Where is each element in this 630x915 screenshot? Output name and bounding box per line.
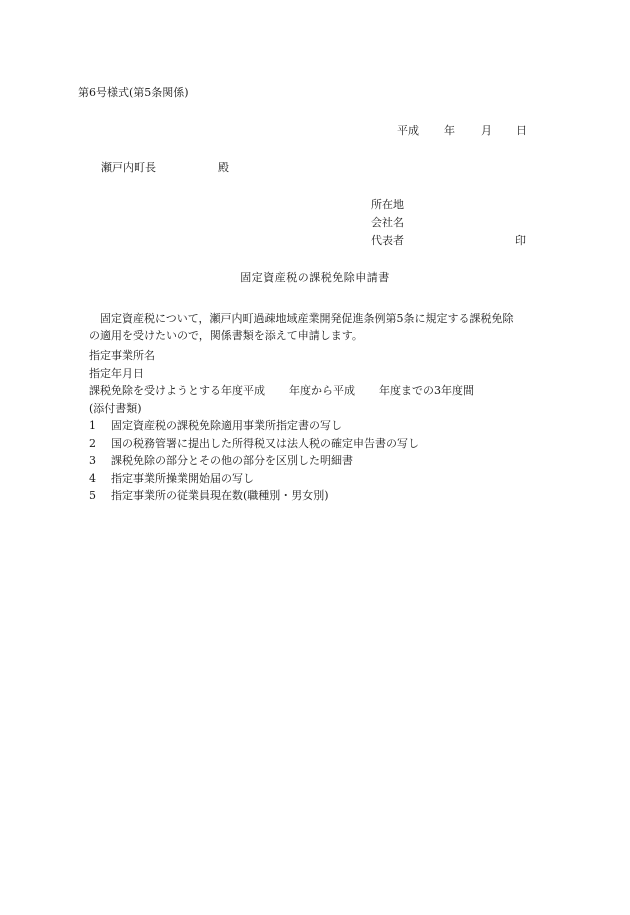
attachment-item <box>89 489 559 507</box>
attachments-heading: (添付書類) <box>89 401 142 415</box>
applicant-representative-row <box>371 234 531 252</box>
date-month: 月 <box>481 124 492 137</box>
body-paragraph <box>89 310 559 344</box>
addressee-honorific: 殿 <box>218 161 229 174</box>
designated-office-line <box>89 349 559 367</box>
fields-block <box>89 349 559 507</box>
designated-office-label: 指定事業所名 <box>89 349 155 362</box>
attachment-text: 固定資産税の課税免除適用事業所指定書の写し <box>111 419 342 432</box>
document-title: 固定資産税の課税免除申請書 <box>240 271 390 284</box>
attachment-text: 課税免除の部分とその他の部分を区別した明細書 <box>111 454 353 467</box>
attachment-text: 指定事業所操業開始届の写し <box>111 471 254 485</box>
date-year: 年 <box>444 124 455 137</box>
attachment-item <box>89 472 559 490</box>
date-day: 日 <box>516 124 527 137</box>
exemption-label-b: 年度から平成 <box>289 384 355 397</box>
address-label: 所在地 <box>371 198 404 211</box>
attachment-num: 4 <box>89 471 96 485</box>
attachment-num: 2 <box>89 436 96 450</box>
attachment-num: 3 <box>89 454 96 467</box>
body-line-2: の適用を受けたいので，関係書類を添えて申請します。 <box>89 329 363 342</box>
attachment-num: 5 <box>89 489 96 502</box>
applicant-company-row <box>371 216 531 234</box>
attachment-text: 指定事業所の従業員現在数(職種別・男女別) <box>111 489 329 502</box>
form-number: 第6号様式(第5条関係) <box>78 86 189 99</box>
designated-date-line <box>89 367 559 385</box>
applicant-address-row <box>371 198 531 216</box>
applicant-block <box>371 198 531 252</box>
seal-mark: 印 <box>515 234 526 247</box>
attachment-num: 1 <box>89 419 96 432</box>
company-label: 会社名 <box>371 216 404 229</box>
date-era: 平成 <box>397 124 419 137</box>
representative-label: 代表者 <box>371 234 404 247</box>
designated-date-label: 指定年月日 <box>89 366 144 380</box>
attachment-item <box>89 454 559 472</box>
body-line-1: 固定資産税について，瀬戸内町過疎地域産業開発促進条例第5条に規定する課税免除 <box>100 312 514 325</box>
addressee-name: 瀬戸内町長 <box>101 161 156 174</box>
date-line <box>397 124 537 138</box>
attachment-text: 国の税務管署に提出した所得税又は法人税の確定申告書の写し <box>111 436 419 450</box>
exemption-label-c: 年度までの3年度間 <box>379 384 474 397</box>
exemption-label-a: 課税免除を受けようとする年度平成 <box>89 384 265 397</box>
exemption-period-line <box>89 384 559 402</box>
attachment-item <box>89 419 559 437</box>
attachment-item <box>89 437 559 455</box>
